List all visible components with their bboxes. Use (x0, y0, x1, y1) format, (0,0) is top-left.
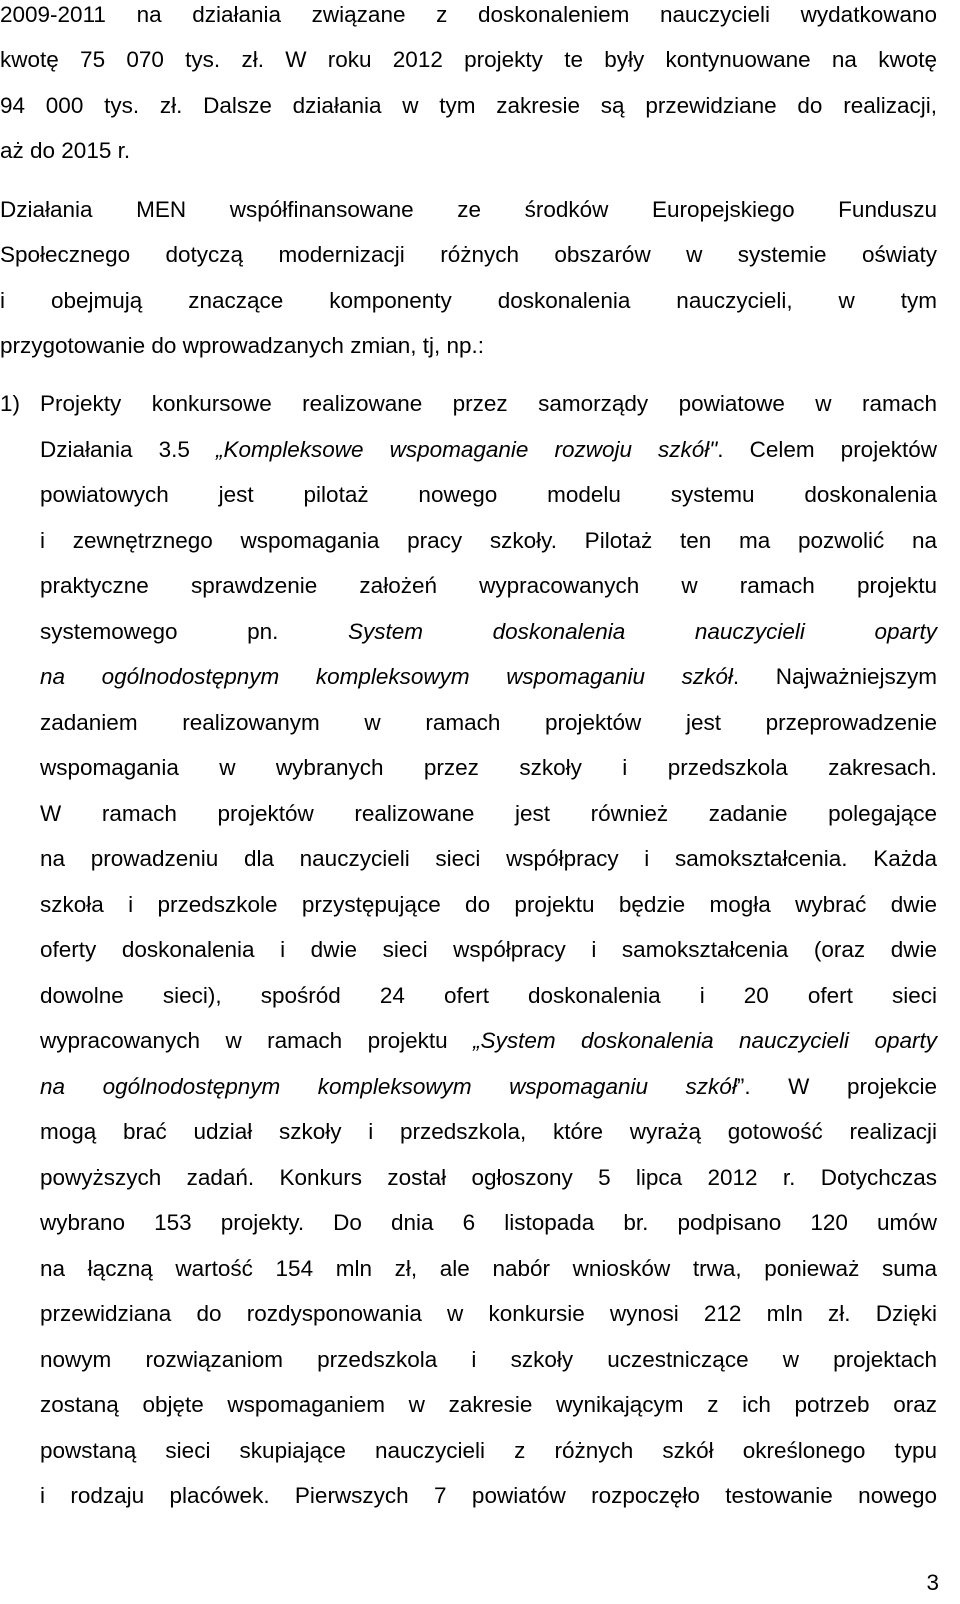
paragraph-1-line-2: kwotę 75 070 tys. zł. W roku 2012 projekty te były kontynuowane na kwotę (0, 47, 937, 72)
list-item-line-16 (40, 1072, 937, 1102)
list-item-line-6 (40, 617, 937, 647)
list-item-line-12: szkoła i przedszkole przystępujące do projektu będzie mogła wybrać dwie (40, 892, 937, 917)
list-item-line-7 (40, 662, 937, 692)
text-segment: Działania 3.5 (40, 437, 216, 462)
paragraph-1-line-4: aż do 2015 r. (0, 138, 131, 163)
italic-title: „System doskonalenia nauczycieli oparty (473, 1028, 938, 1053)
paragraph-2-line-4: przygotowanie do wprowadzanych zmian, tj, np.: (0, 333, 485, 358)
text-segment: ”. W projekcie (736, 1074, 937, 1099)
list-item-line-21: przewidziana do rozdysponowania w konkursie wynosi 212 mln zł. Dzięki (40, 1301, 937, 1326)
paragraph-2-line-3: i obejmują znaczące komponenty doskonalenia nauczycieli, w tym (0, 288, 937, 313)
list-item-line-15 (40, 1026, 937, 1056)
text-segment: wypracowanych w ramach projektu (40, 1028, 474, 1053)
list-item-line-3: powiatowych jest pilotaż nowego modelu systemu doskonalenia (40, 482, 937, 507)
text-segment: systemowego pn. (40, 619, 349, 644)
list-item-line-13: oferty doskonalenia i dwie sieci współpracy i samokształcenia (oraz dwie (40, 937, 937, 962)
list-item-line-24: powstaną sieci skupiające nauczycieli z różnych szkół określonego typu (40, 1438, 937, 1463)
paragraph-2-line-2: Społecznego dotyczą modernizacji różnych obszarów w systemie oświaty (0, 242, 937, 267)
list-marker: 1) (0, 391, 21, 416)
list-item-line-23: zostaną objęte wspomaganiem w zakresie wynikającym z ich potrzeb oraz (40, 1392, 937, 1417)
list-item-line-8: zadaniem realizowanym w ramach projektów jest przeprowadzenie (40, 710, 937, 735)
paragraph-1-line-3: 94 000 tys. zł. Dalsze działania w tym zakresie są przewidziane do realizacji, (0, 93, 937, 118)
list-item-line-9: wspomagania w wybranych przez szkoły i przedszkola zakresach. (40, 755, 937, 780)
paragraph-1-line-1: 2009-2011 na działania związane z doskonaleniem nauczycieli wydatkowano (0, 2, 937, 27)
list-item-line-2 (40, 435, 937, 465)
italic-title: „Kompleksowe wspomaganie rozwoju szkół" (215, 437, 718, 462)
list-item-line-14: dowolne sieci), spośród 24 ofert doskonalenia i 20 ofert sieci (40, 983, 937, 1008)
list-item-line-25: i rodzaju placówek. Pierwszych 7 powiatów rozpoczęło testowanie nowego (40, 1483, 937, 1508)
list-item-line-17: mogą brać udział szkoły i przedszkola, które wyrażą gotowość realizacji (40, 1119, 937, 1144)
list-item-line-1: Projekty konkursowe realizowane przez samorządy powiatowe w ramach (40, 391, 937, 416)
text-segment: . Najważniejszym (732, 664, 937, 689)
list-item-line-5: praktyczne sprawdzenie założeń wypracowanych w ramach projektu (40, 573, 937, 598)
list-item-line-11: na prowadzeniu dla nauczycieli sieci współpracy i samokształcenia. Każda (40, 846, 937, 871)
list-item-line-19: wybrano 153 projekty. Do dnia 6 listopada br. podpisano 120 umów (40, 1210, 937, 1235)
list-item-line-20: na łączną wartość 154 mln zł, ale nabór wniosków trwa, ponieważ suma (40, 1256, 937, 1281)
page-number: 3 (926, 1570, 939, 1595)
list-item-line-10: W ramach projektów realizowane jest również zadanie polegające (40, 801, 937, 826)
italic-title: na ogólnodostępnym kompleksowym wspomaganiu szkół (40, 664, 733, 689)
italic-title: System doskonalenia nauczycieli oparty (348, 619, 937, 644)
list-item-line-18: powyższych zadań. Konkurs został ogłoszony 5 lipca 2012 r. Dotychczas (40, 1165, 937, 1190)
italic-title: na ogólnodostępnym kompleksowym wspomaganiu szkół (40, 1074, 737, 1099)
list-item-line-22: nowym rozwiązaniom przedszkola i szkoły uczestniczące w projektach (40, 1347, 937, 1372)
list-item-line-4: i zewnętrznego wspomagania pracy szkoły. Pilotaż ten ma pozwolić na (40, 528, 937, 553)
paragraph-2-line-1: Działania MEN współfinansowane ze środków Europejskiego Funduszu (0, 197, 937, 222)
text-segment: . Celem projektów (717, 437, 937, 462)
